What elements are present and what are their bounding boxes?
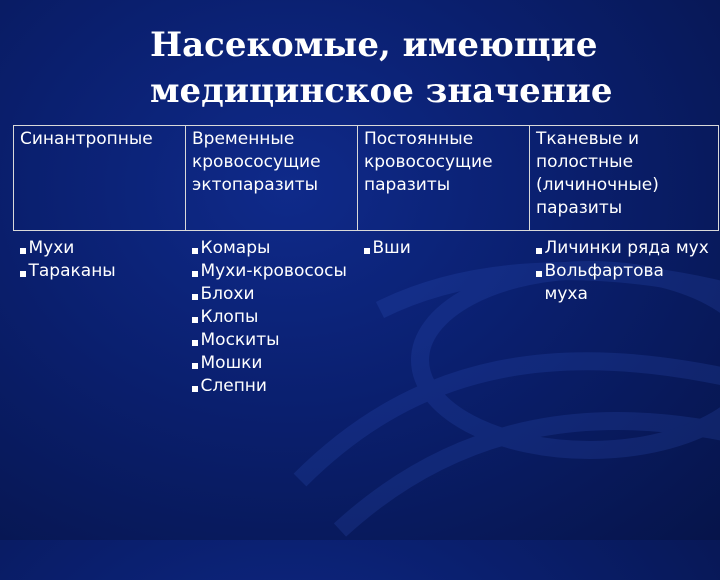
table-row [14,231,719,401]
slide-title [150,22,613,114]
list-item: Мухи-кровососы [192,260,352,283]
column-permanent-bloodsucking [358,231,530,401]
header-temporary-bloodsucking: Временные кровососущие эктопаразиты [186,126,358,231]
title-line-1: Насекомые, имеющие [150,25,598,65]
list-item: Мошки [192,352,352,375]
column-synanthropic [14,231,186,401]
column-temporary-bloodsucking [186,231,358,401]
list-item: Вши [364,237,524,260]
title-line-2: медицинское значение [150,71,613,111]
table-header-row [14,126,719,231]
list-item: Блохи [192,283,352,306]
column-tissue-cavity [530,231,719,401]
list-item: Москиты [192,329,352,352]
list-item: Комары [192,237,352,260]
header-tissue-cavity: Тканевые и полостные (личиночные) паразиты [530,126,719,231]
header-permanent-bloodsucking: Постоянные кровососущие паразиты [358,126,530,231]
insects-table [13,125,719,400]
list-item: Слепни [192,375,352,398]
header-synanthropic: Синантропные [14,126,186,231]
list-item: Личинки ряда мух [536,237,713,260]
list-item: Мухи [20,237,180,260]
list-item: Вольфартова муха [536,260,713,306]
list-item: Клопы [192,306,352,329]
list-item: Тараканы [20,260,180,283]
